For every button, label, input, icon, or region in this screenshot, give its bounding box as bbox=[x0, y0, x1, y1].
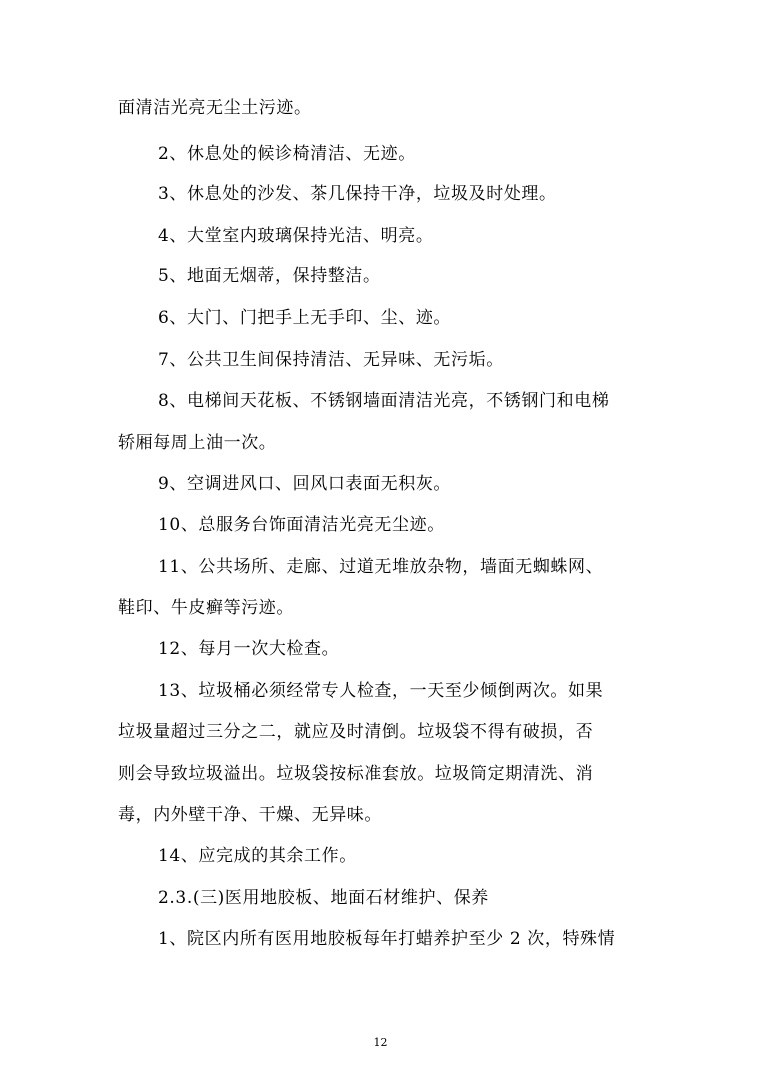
text-line-4: 4、大堂室内玻璃保持光洁、明亮。 bbox=[158, 226, 434, 246]
text-line-5: 5、地面无烟蒂，保持整洁。 bbox=[158, 266, 381, 286]
text-line-14: 12、每月一次大检查。 bbox=[158, 639, 340, 659]
text-line-12: 11、公共场所、走廊、过道无堆放杂物，墙面无蜘蛛网、 bbox=[158, 557, 604, 577]
text-line-3: 3、休息处的沙发、茶几保持干净，垃圾及时处理。 bbox=[158, 184, 557, 204]
text-line-9: 轿厢每周上油一次。 bbox=[118, 433, 277, 453]
text-line-8: 8、电梯间天花板、不锈钢墙面清洁光亮，不锈钢门和电梯 bbox=[158, 391, 610, 411]
text-line-17: 则会导致垃圾溢出。垃圾袋按标准套放。垃圾筒定期清洗、消 bbox=[118, 764, 594, 784]
text-line-21: 1、院区内所有医用地胶板每年打蜡养护至少 2 次，特殊情 bbox=[158, 929, 616, 949]
text-line-6: 6、大门、门把手上无手印、尘、迹。 bbox=[158, 308, 452, 328]
text-line-7: 7、公共卫生间保持清洁、无异味、无污垢。 bbox=[158, 350, 504, 370]
text-line-16: 垃圾量超过三分之二，就应及时清倒。垃圾袋不得有破损，否 bbox=[118, 722, 594, 742]
page-number: 12 bbox=[373, 1036, 388, 1049]
text-line-13: 鞋印、牛皮癣等污迹。 bbox=[118, 598, 294, 618]
text-line-19: 14、应完成的其余工作。 bbox=[158, 846, 357, 866]
text-line-15: 13、垃圾桶必须经常专人检查，一天至少倾倒两次。如果 bbox=[158, 681, 604, 701]
text-line-18: 毒，内外壁干净、干燥、无异味。 bbox=[118, 805, 382, 825]
text-line-2: 2、休息处的候诊椅清洁、无迹。 bbox=[158, 144, 416, 164]
text-line-1: 面清洁光亮无尘土污迹。 bbox=[118, 98, 312, 118]
text-line-20: 2.3.(三)医用地胶板、地面石材维护、保养 bbox=[158, 888, 489, 908]
text-line-11: 10、总服务台饰面清洁光亮无尘迹。 bbox=[158, 515, 445, 535]
text-line-10: 9、空调进风口、回风口表面无积灰。 bbox=[158, 474, 452, 494]
